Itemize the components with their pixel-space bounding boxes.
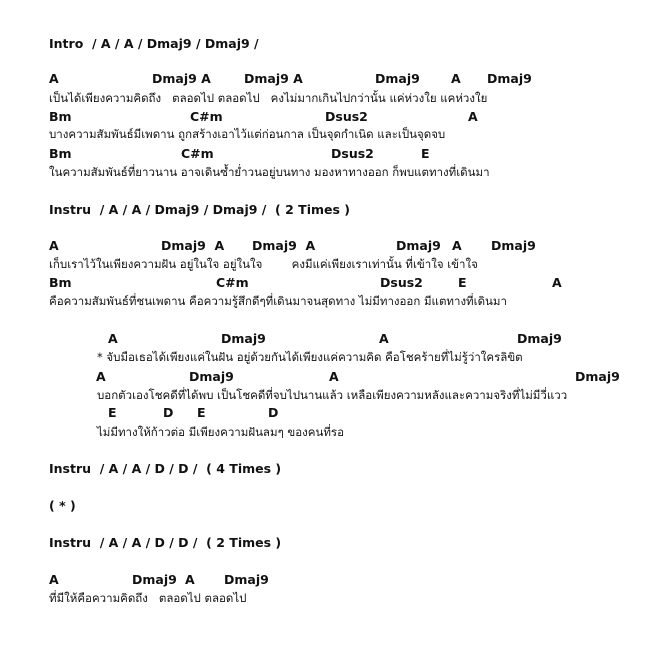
chorus-reference: ( * ) [49, 498, 76, 513]
chord: A [108, 331, 118, 346]
chord: Dsus2 [380, 275, 423, 290]
chord: Dmaj9 [575, 369, 620, 384]
chord: Dmaj9 [375, 71, 420, 86]
lyric-line: ที่มีให้คือความคิดถึง ตลอดไป ตลอดไป [49, 591, 247, 605]
chord: Dmaj9 A [244, 71, 303, 86]
lyric-line: ไม่มีทางให้ก้าวต่อ มีเพียงความฝันลมๆ ของคนที่รอ [97, 425, 344, 439]
chord: E [458, 275, 467, 290]
chord: Dmaj9 [487, 71, 532, 86]
chord: Dsus2 [331, 146, 374, 161]
instru-line: Instru / A / A / Dmaj9 / Dmaj9 / ( 2 Times ) [49, 202, 350, 217]
chord: Dmaj9 [221, 331, 266, 346]
chord: Dsus2 [325, 109, 368, 124]
chord: A [452, 238, 462, 253]
chord: A [49, 71, 59, 86]
chord: A [468, 109, 478, 124]
chord: D [268, 405, 279, 420]
chord: C#m [190, 109, 223, 124]
chord: D [163, 405, 174, 420]
lyric-line: คือความสัมพันธ์ที่ชนเพดาน คือความรู้สึกดีๆที่เดินมาจนสุดทาง ไม่มีทางออก มีแตทางที่เดินมา [49, 294, 507, 308]
chord: Dmaj9 A [161, 238, 225, 253]
chord: Bm [49, 146, 72, 161]
instru-line: Instru / A / A / D / D / ( 4 Times ) [49, 461, 282, 476]
instru-line: Instru / A / A / D / D / ( 2 Times ) [49, 535, 282, 550]
chord: C#m [181, 146, 214, 161]
chord: Bm [49, 275, 72, 290]
lyric-line: เป็นได้เพียงความคิดถึง ตลอดไป ตลอดไป คงไม่มากเกินไปกว่านั้น แค่ห่วงใย แคห่วงใย [49, 91, 488, 105]
chord: Dmaj9 [396, 238, 441, 253]
lyric-line: บอกตัวเองโชคดีที่ได้พบ เป็นโชคดีที่จบไปนานแล้ว เหลือเพียงความหลังและความจริงที่ไม่มีวี่แวว [97, 388, 568, 402]
chord: A [49, 238, 59, 253]
chord: Dmaj9 A [152, 71, 211, 86]
intro-line: Intro / A / A / Dmaj9 / Dmaj9 / [49, 36, 259, 51]
chord: A [552, 275, 562, 290]
chord: Dmaj9 [491, 238, 536, 253]
lyric-line: * จับมือเธอได้เพียงแค่ในฝัน อยู่ด้วยกันได้เพียงแค่ความคิด คือโชคร้ายที่ไม่รู้ว่าใครลิขิต [97, 350, 523, 364]
chord: E [197, 405, 206, 420]
chord: A [185, 572, 195, 587]
chord: Dmaj9 [224, 572, 269, 587]
chord: A [329, 369, 339, 384]
chord: Dmaj9 A [252, 238, 316, 253]
chord: Dmaj9 [517, 331, 562, 346]
chord: Dmaj9 [189, 369, 234, 384]
lyric-line: บางความสัมพันธ์มีเพดาน ถูกสร้างเอาไว้แต่ก่อนกาล เป็นจุดกำเนิด และเป็นจุดจบ [49, 127, 446, 141]
chord: Dmaj9 [132, 572, 177, 587]
chord: A [451, 71, 461, 86]
chord: A [49, 572, 59, 587]
chord: A [379, 331, 389, 346]
chord: C#m [216, 275, 249, 290]
lyric-line: ในความสัมพันธ์ที่ยาวนาน อาจเดินซ้ำย่ำวนอยู่บนทาง มองหาทางออก ก็พบแตทางที่เดินมา [49, 165, 490, 179]
chord: E [421, 146, 430, 161]
chord: A [96, 369, 106, 384]
chord: Bm [49, 109, 72, 124]
lyric-line: เก็บเราไว้ในเพียงความฝัน อยู่ในใจ อยู่ในใจ คงมีแค่เพียงเราเท่านั้น ที่เข้าใจ เข้าใจ [49, 257, 478, 271]
chord: E [108, 405, 117, 420]
